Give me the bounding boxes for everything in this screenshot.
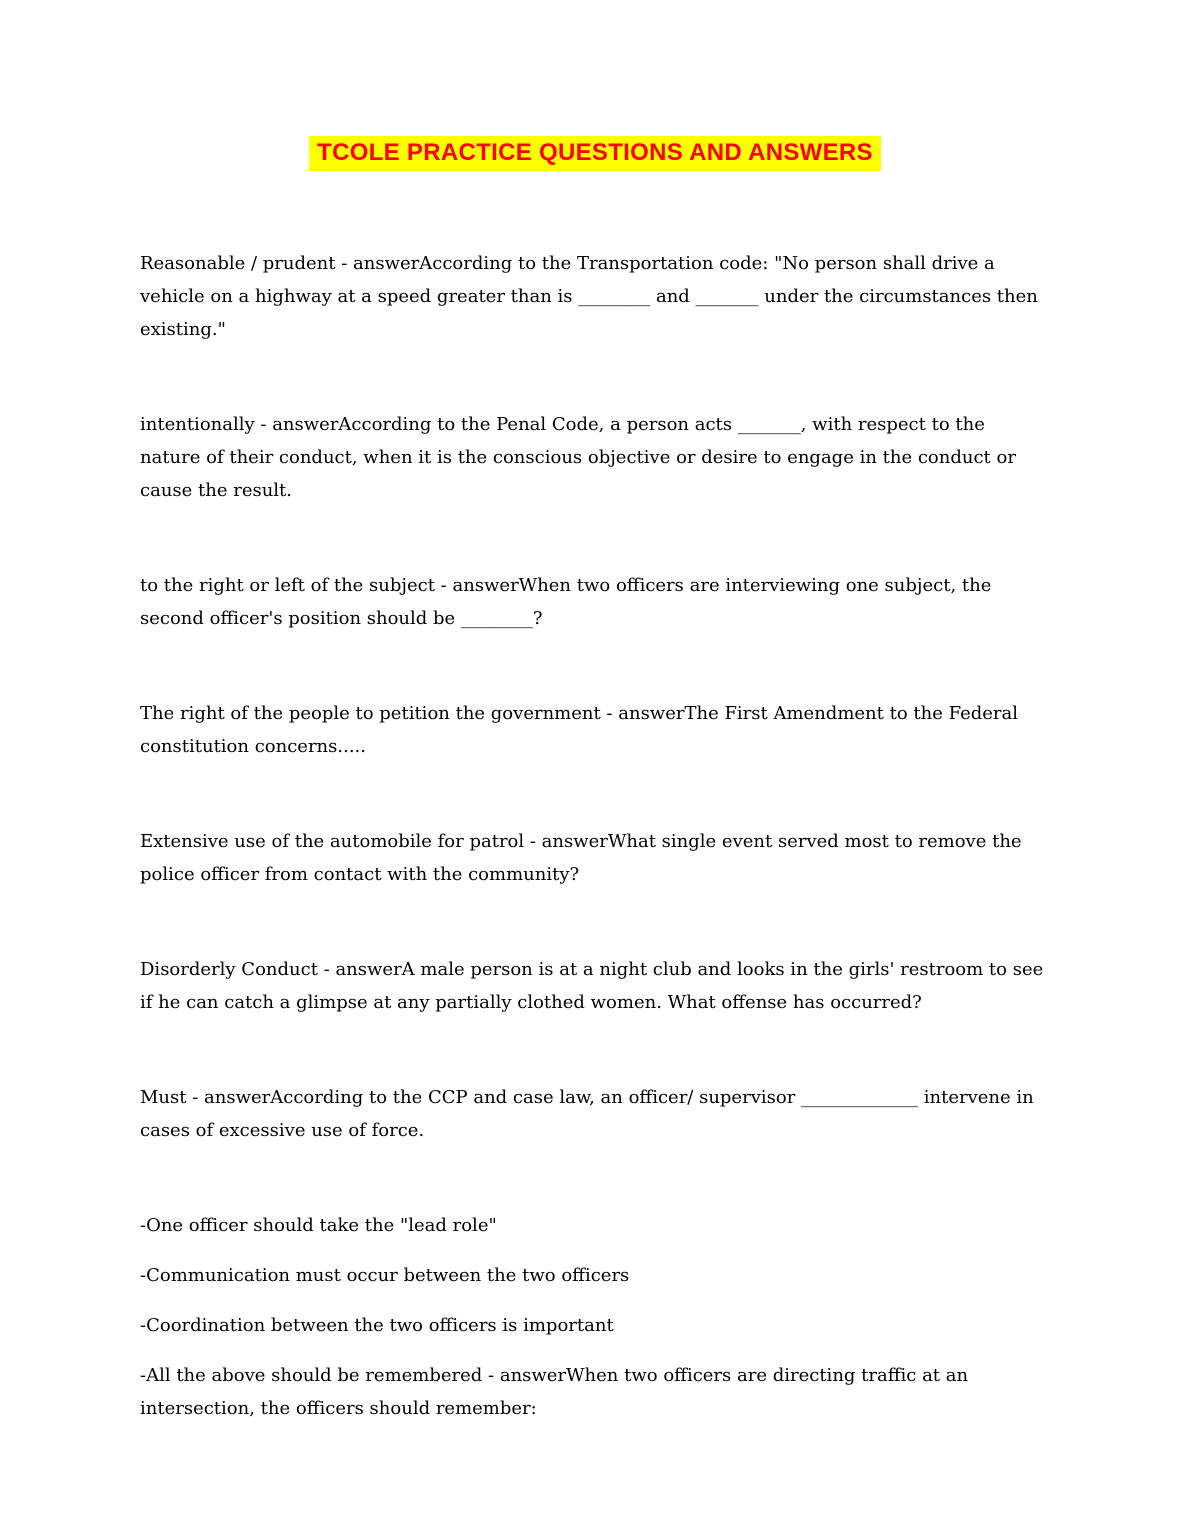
qa-paragraph: Extensive use of the automobile for patrol - answerWhat single event served most to remove the police officer from contact with the community? [140,831,1022,885]
list-item: -One officer should take the "lead role" [140,1215,497,1236]
document-title: TCOLE PRACTICE QUESTIONS AND ANSWERS [309,136,881,171]
qa-paragraph: Must - answerAccording to the CCP and case law, an officer/ supervisor _____________ intervene in cases of excessive use of force. [140,1087,1034,1141]
title-row [140,136,1050,171]
list-item: -Coordination between the two officers is important [140,1315,614,1336]
qa-paragraph: Reasonable / prudent - answerAccording to the Transportation code: "No person shall drive a vehicle on a highway at a speed greater than is ________ and _______ under the circumstances then existing." [140,253,1038,340]
list-item: -Communication must occur between the two officers [140,1265,630,1286]
qa-paragraph: Disorderly Conduct - answerA male person is at a night club and looks in the girls' restroom to see if he can catch a glimpse at any partially clothed women. What offense has occurred? [140,959,1044,1013]
list-item: -All the above should be remembered - answerWhen two officers are directing traffic at an intersection, the officers should remember: [140,1365,969,1419]
qa-paragraph: to the right or left of the subject - answerWhen two officers are interviewing one subject, the second officer's position should be ________? [140,575,992,629]
qa-paragraph: intentionally - answerAccording to the Penal Code, a person acts _______, with respect to the nature of their conduct, when it is the conscious objective or desire to engage in the conduct or cause the result. [140,414,1016,501]
qa-paragraph: The right of the people to petition the government - answerThe First Amendment to the Federal constitution concerns..... [140,703,1019,757]
